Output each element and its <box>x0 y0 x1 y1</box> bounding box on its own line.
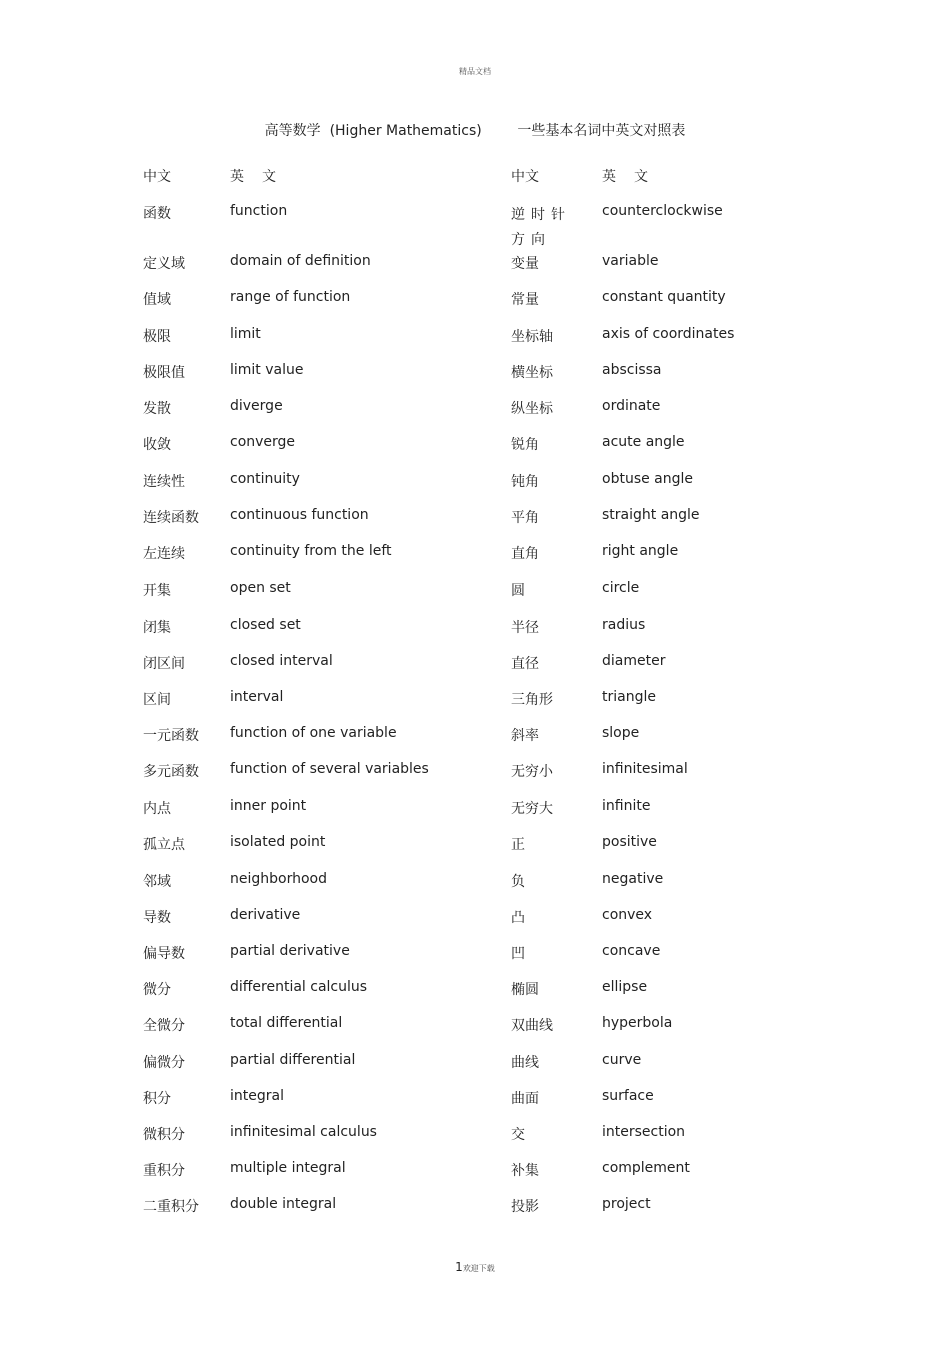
term-english-right: straight angle <box>602 507 700 523</box>
term-english-left: limit value <box>230 362 304 378</box>
term-chinese-right: 椭圆 <box>511 982 539 998</box>
term-english-left: double integral <box>230 1196 337 1212</box>
term-english-left: total differential <box>230 1015 343 1031</box>
term-chinese-left: 左连续 <box>143 546 185 562</box>
page-footer <box>0 1260 950 1274</box>
term-chinese-right: 曲线 <box>511 1055 539 1071</box>
term-chinese-left: 函数 <box>143 206 171 222</box>
term-english-right: ellipse <box>602 979 648 995</box>
term-english-left: neighborhood <box>230 871 327 887</box>
term-chinese-left: 重积分 <box>143 1163 185 1179</box>
term-chinese-right: 凸 <box>511 910 525 926</box>
term-chinese-left: 偏微分 <box>143 1055 185 1071</box>
term-chinese-right: 投影 <box>511 1199 539 1215</box>
term-chinese-left: 孤立点 <box>143 837 185 853</box>
term-english-left: interval <box>230 689 284 705</box>
column-header-right-chinese: 中文 <box>511 169 539 185</box>
term-english-right: surface <box>602 1088 654 1104</box>
term-chinese-left: 极限 <box>143 329 171 345</box>
term-english-left: derivative <box>230 907 301 923</box>
term-english-right: circle <box>602 580 640 596</box>
term-chinese-right: 坐标轴 <box>511 329 553 345</box>
term-english-left: closed interval <box>230 653 333 669</box>
term-chinese-right: 直角 <box>511 546 539 562</box>
term-chinese-left: 值域 <box>143 292 171 308</box>
term-english-left: function of one variable <box>230 725 397 741</box>
column-header-left-chinese: 中文 <box>143 169 171 185</box>
term-english-right: diameter <box>602 653 666 669</box>
term-chinese-right: 逆时针方向 <box>511 207 571 248</box>
term-chinese-left: 发散 <box>143 401 171 417</box>
term-chinese-right: 斜率 <box>511 728 539 744</box>
term-chinese-right: 变量 <box>511 256 539 272</box>
term-english-left: infinitesimal calculus <box>230 1124 377 1140</box>
term-chinese-right: 补集 <box>511 1163 539 1179</box>
term-chinese-left: 全微分 <box>143 1018 185 1034</box>
term-english-right: infinite <box>602 798 651 814</box>
term-english-right: curve <box>602 1052 642 1068</box>
term-chinese-left: 极限值 <box>143 365 185 381</box>
column-header-right-english: 英文 <box>602 169 666 185</box>
term-chinese-right: 钝角 <box>511 474 539 490</box>
term-english-right: positive <box>602 834 657 850</box>
term-english-left: continuity <box>230 471 300 487</box>
page-title: 高等数学 (Higher Mathematics) 一些基本名词中英文对照表 <box>264 123 686 139</box>
term-english-left: partial derivative <box>230 943 350 959</box>
term-english-right: counterclockwise <box>602 203 723 219</box>
term-english-right: concave <box>602 943 661 959</box>
term-english-left: closed set <box>230 617 301 633</box>
term-english-left: open set <box>230 580 291 596</box>
term-english-right: variable <box>602 253 659 269</box>
term-english-right: radius <box>602 617 646 633</box>
term-chinese-left: 一元函数 <box>143 728 199 744</box>
term-chinese-right: 交 <box>511 1127 525 1143</box>
term-chinese-left: 定义域 <box>143 256 185 272</box>
page-number: 1 <box>455 1260 463 1274</box>
term-chinese-left: 内点 <box>143 801 171 817</box>
term-chinese-left: 多元函数 <box>143 764 199 780</box>
term-chinese-right: 双曲线 <box>511 1018 553 1034</box>
term-english-right: axis of coordinates <box>602 326 735 342</box>
term-chinese-left: 收敛 <box>143 437 171 453</box>
term-chinese-left: 连续函数 <box>143 510 199 526</box>
term-english-left: integral <box>230 1088 284 1104</box>
term-english-left: function <box>230 203 288 219</box>
term-english-right: slope <box>602 725 640 741</box>
footer-note: 欢迎下载 <box>462 1264 495 1273</box>
term-english-right: hyperbola <box>602 1015 673 1031</box>
term-chinese-right: 常量 <box>511 292 539 308</box>
term-english-left: diverge <box>230 398 283 414</box>
term-english-left: limit <box>230 326 261 342</box>
term-english-left: continuous function <box>230 507 369 523</box>
term-chinese-right: 纵坐标 <box>511 401 553 417</box>
term-chinese-left: 积分 <box>143 1091 171 1107</box>
term-chinese-left: 连续性 <box>143 474 185 490</box>
term-english-left: function of several variables <box>230 761 429 777</box>
term-chinese-left: 闭区间 <box>143 656 185 672</box>
term-english-left: multiple integral <box>230 1160 346 1176</box>
term-english-left: isolated point <box>230 834 326 850</box>
term-chinese-right: 曲面 <box>511 1091 539 1107</box>
term-chinese-right: 负 <box>511 874 525 890</box>
term-english-right: triangle <box>602 689 656 705</box>
term-english-right: obtuse angle <box>602 471 694 487</box>
term-chinese-right: 直径 <box>511 656 539 672</box>
term-english-left: continuity from the left <box>230 543 392 559</box>
term-chinese-right: 正 <box>511 837 525 853</box>
term-chinese-right: 圆 <box>511 583 525 599</box>
term-chinese-left: 闭集 <box>143 620 171 636</box>
term-chinese-right: 三角形 <box>511 692 553 708</box>
term-chinese-left: 开集 <box>143 583 171 599</box>
term-chinese-left: 区间 <box>143 692 171 708</box>
term-english-left: partial differential <box>230 1052 356 1068</box>
term-chinese-right: 半径 <box>511 620 539 636</box>
term-english-right: abscissa <box>602 362 662 378</box>
column-header-left-english: 英文 <box>230 169 294 185</box>
term-english-right: negative <box>602 871 664 887</box>
term-english-left: differential calculus <box>230 979 368 995</box>
term-chinese-right: 平角 <box>511 510 539 526</box>
term-english-left: converge <box>230 434 296 450</box>
term-chinese-right: 无穷大 <box>511 801 553 817</box>
term-english-left: inner point <box>230 798 307 814</box>
term-chinese-right: 凹 <box>511 946 525 962</box>
term-english-right: right angle <box>602 543 679 559</box>
term-english-right: intersection <box>602 1124 686 1140</box>
term-english-left: range of function <box>230 289 351 305</box>
term-chinese-left: 导数 <box>143 910 171 926</box>
term-english-right: acute angle <box>602 434 685 450</box>
term-chinese-left: 邻域 <box>143 874 171 890</box>
term-chinese-left: 偏导数 <box>143 946 185 962</box>
term-chinese-left: 微积分 <box>143 1127 185 1143</box>
term-chinese-left: 微分 <box>143 982 171 998</box>
term-english-right: ordinate <box>602 398 661 414</box>
term-chinese-right: 无穷小 <box>511 764 553 780</box>
term-chinese-right: 横坐标 <box>511 365 553 381</box>
header-note: 精品文档 <box>459 67 491 76</box>
term-english-right: constant quantity <box>602 289 726 305</box>
term-chinese-right: 锐角 <box>511 437 539 453</box>
term-english-right: complement <box>602 1160 690 1176</box>
term-english-right: project <box>602 1196 651 1212</box>
term-english-right: infinitesimal <box>602 761 688 777</box>
term-english-left: domain of definition <box>230 253 371 269</box>
term-chinese-left: 二重积分 <box>143 1199 199 1215</box>
term-english-right: convex <box>602 907 653 923</box>
